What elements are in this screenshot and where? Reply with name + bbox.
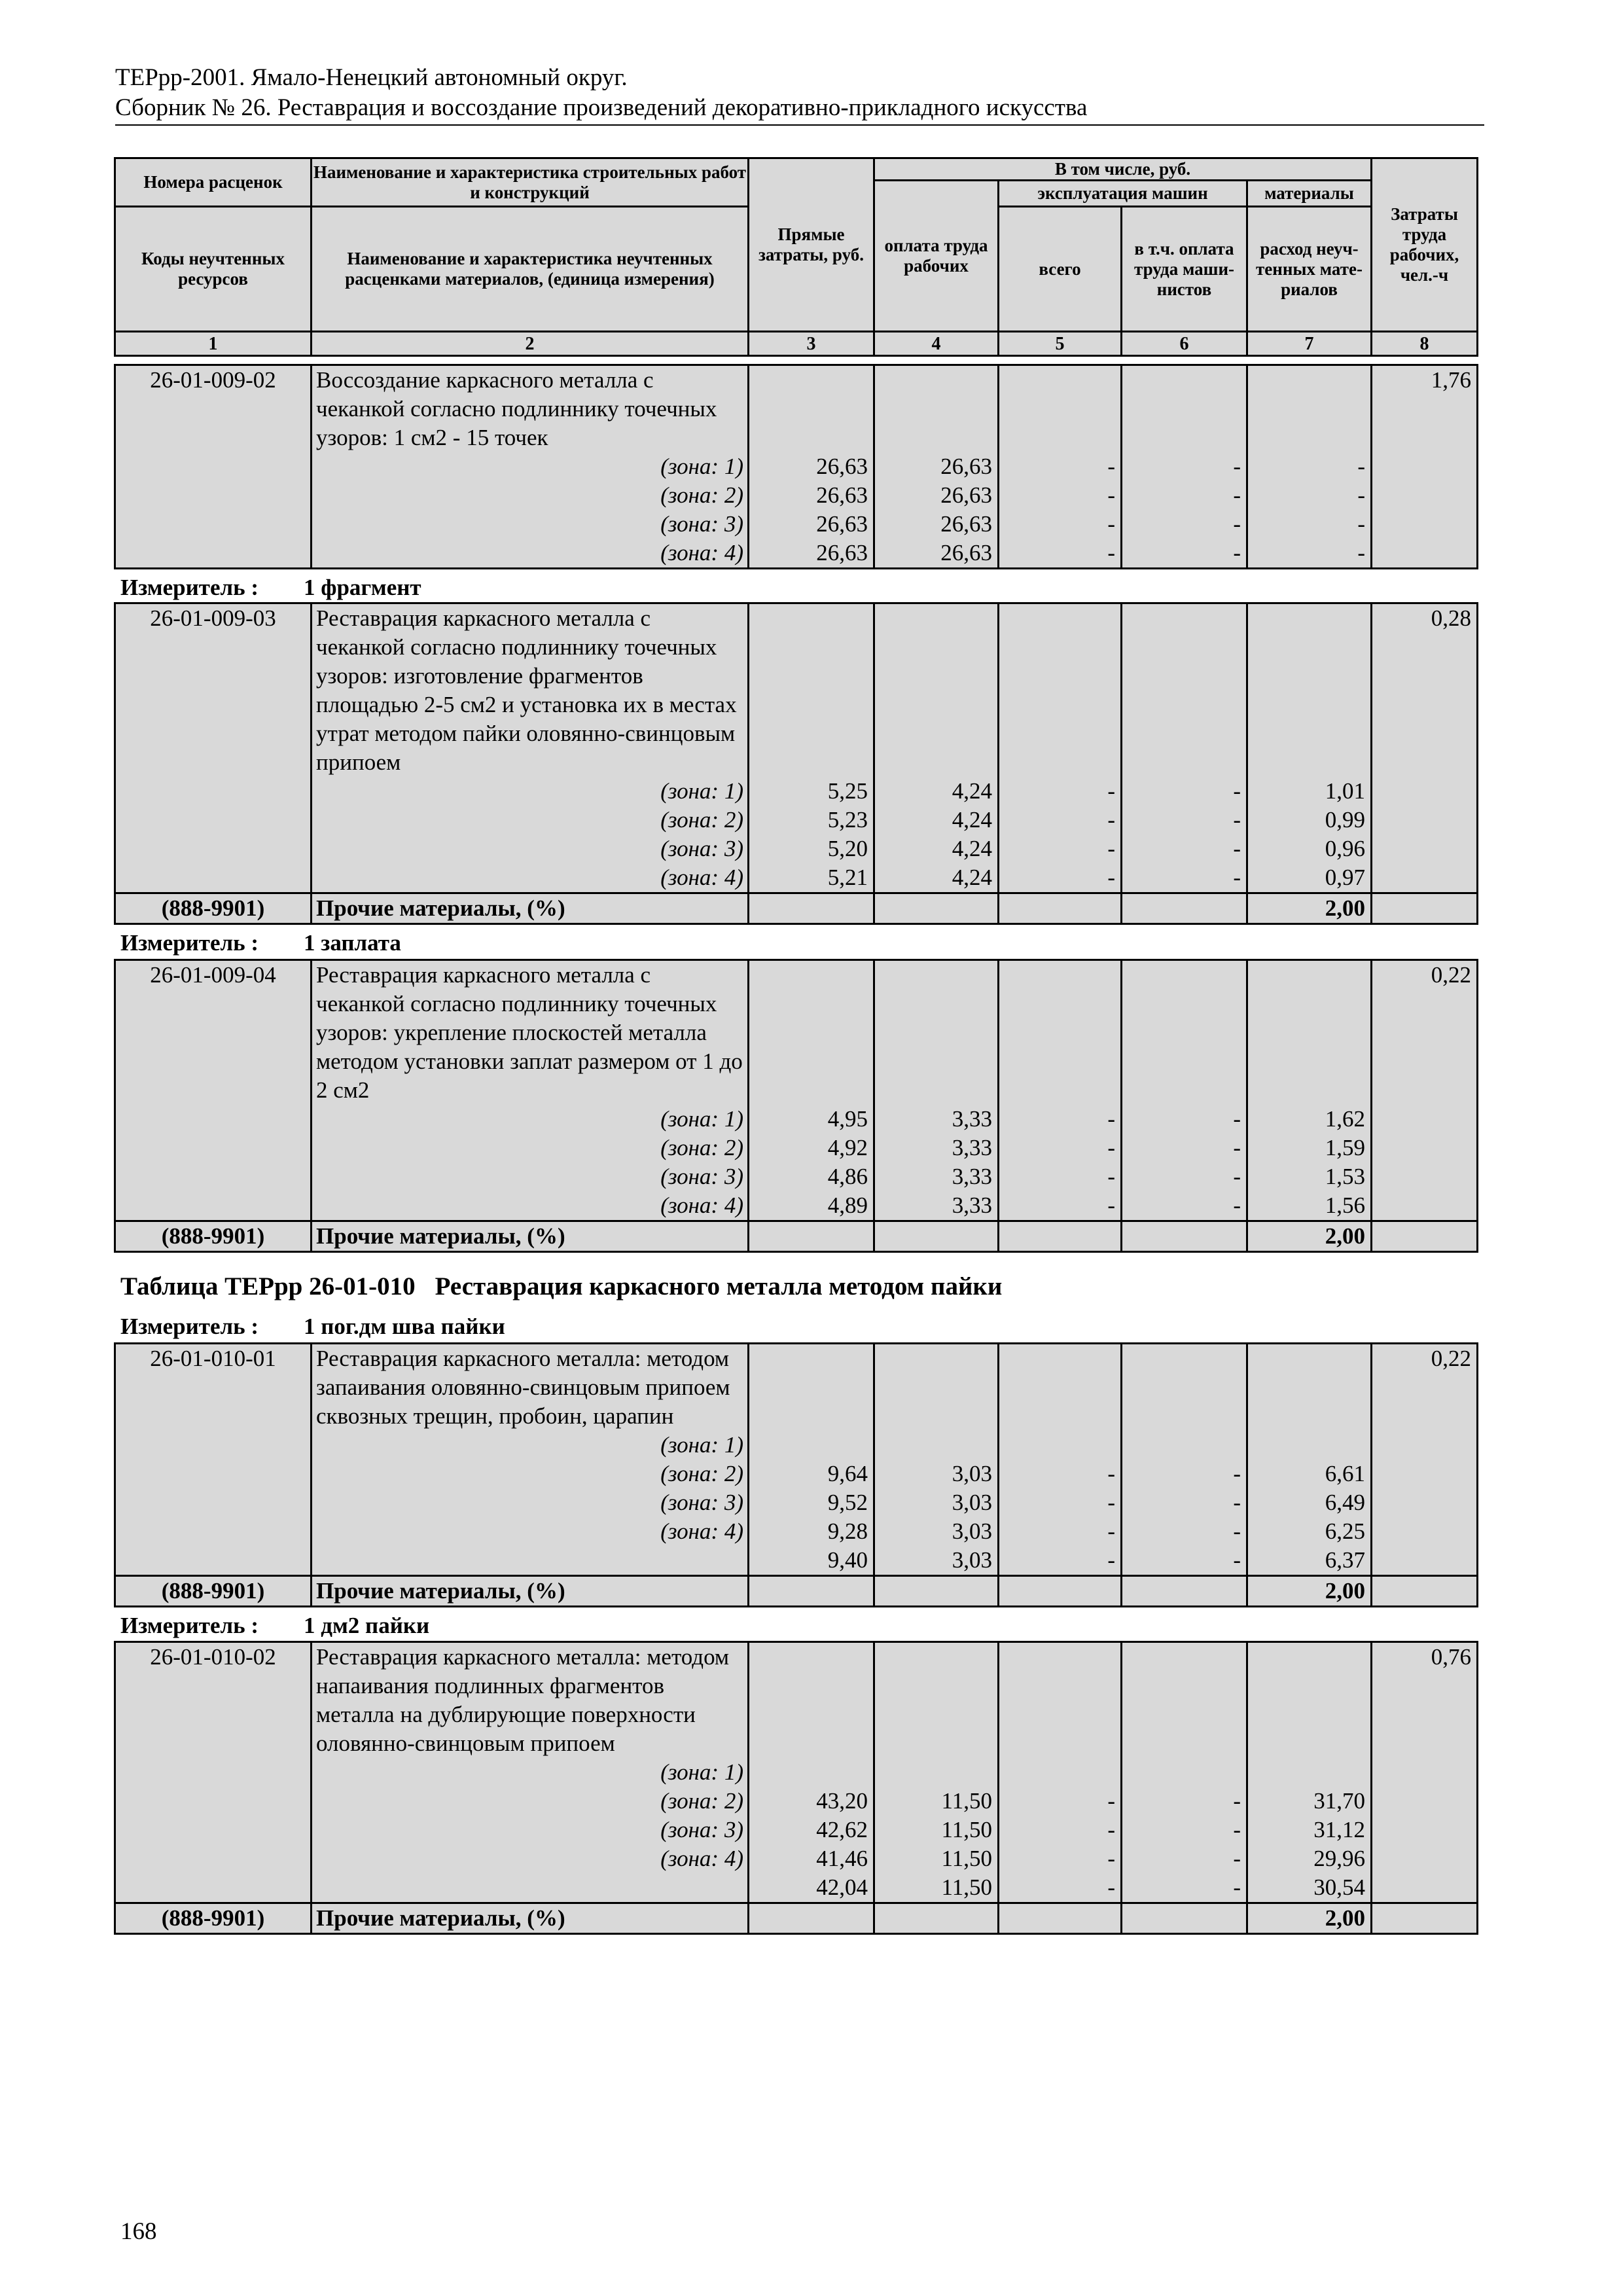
materials-header: материалы xyxy=(1247,181,1372,207)
rate-block xyxy=(114,602,1478,925)
value: 11,50 xyxy=(941,1874,992,1900)
value: - xyxy=(1107,1788,1115,1814)
measure-label: Измеритель : xyxy=(120,1314,259,1339)
value: - xyxy=(1233,778,1241,804)
resource-code: (888-9901) xyxy=(115,1576,312,1607)
value: 0,96 xyxy=(1325,836,1365,861)
rate-description-cell xyxy=(312,1642,749,1903)
value: - xyxy=(1233,482,1241,508)
rate-description: Реставрация каркасного металла с чеканкой согласно подлиннику точечных узоров: укрепление плоскостей металла методом установки заплат размером от 1 до 2 см2 xyxy=(316,962,743,1103)
materials-cell xyxy=(1247,960,1372,1221)
resource-name: Прочие материалы, (%) xyxy=(312,893,749,924)
measure-label: Измеритель : xyxy=(120,930,259,956)
value: 6,49 xyxy=(1325,1490,1365,1515)
resource-code: (888-9901) xyxy=(115,893,312,924)
value: 4,95 xyxy=(827,1106,868,1132)
direct-costs-header: Прямые затраты, руб. xyxy=(749,158,874,332)
value: 3,03 xyxy=(952,1547,992,1573)
materials-cell xyxy=(1247,1642,1372,1903)
col-number: 5 xyxy=(999,332,1122,356)
value: 9,40 xyxy=(827,1547,868,1573)
value: - xyxy=(1357,540,1365,565)
machines-cell xyxy=(999,1344,1122,1576)
zone-label: (зона: 1) xyxy=(660,1759,743,1785)
value: - xyxy=(1107,1164,1115,1189)
machinist-pay-cell xyxy=(1122,1642,1247,1903)
rate-code: 26-01-009-02 xyxy=(115,365,312,569)
resource-value: 2,00 xyxy=(1247,1903,1372,1934)
measure-row xyxy=(120,1314,505,1340)
value: 26,63 xyxy=(940,454,992,479)
table-title xyxy=(120,1272,1002,1301)
unaccounted-use-header: расход неуч-тенных мате-риалов xyxy=(1247,207,1372,332)
machines-cell xyxy=(999,1642,1122,1903)
zone-label: (зона: 3) xyxy=(660,511,743,537)
header-divider xyxy=(115,124,1484,126)
zone-label: (зона: 2) xyxy=(660,1788,743,1814)
zone-label: (зона: 3) xyxy=(660,1164,743,1189)
rate-code: 26-01-009-03 xyxy=(115,603,312,893)
value: 4,89 xyxy=(827,1193,868,1218)
rate-block xyxy=(114,364,1478,569)
value: - xyxy=(1107,540,1115,565)
value: 26,63 xyxy=(940,511,992,537)
value: 9,52 xyxy=(827,1490,868,1515)
value: - xyxy=(1107,1846,1115,1871)
rate-description-cell xyxy=(312,603,749,893)
rate-block xyxy=(114,1342,1478,1607)
value: 1,59 xyxy=(1325,1135,1365,1160)
machines-cell xyxy=(999,960,1122,1221)
rate-description: Реставрация каркасного металла: методом запаивания оловянно-свинцовым припоем сквозных трещин, пробоин, царапин xyxy=(316,1346,730,1429)
value: - xyxy=(1357,454,1365,479)
measure-row xyxy=(120,1613,429,1639)
machinist-pay-cell xyxy=(1122,365,1247,569)
machinist-pay-cell xyxy=(1122,603,1247,893)
value: - xyxy=(1357,511,1365,537)
measure-value: 1 пог.дм шва пайки xyxy=(304,1314,505,1339)
measure-value: 1 дм2 пайки xyxy=(304,1613,430,1638)
value: 11,50 xyxy=(941,1846,992,1871)
value: - xyxy=(1107,511,1115,537)
value: 26,63 xyxy=(816,540,868,565)
incl-header: В том числе, руб. xyxy=(874,158,1372,181)
value: 26,63 xyxy=(940,540,992,565)
machines-total-header: всего xyxy=(999,207,1122,332)
labor-hours: 0,22 xyxy=(1372,1344,1478,1576)
value: 3,33 xyxy=(952,1193,992,1218)
table-title-text: Реставрация каркасного металла методом пайки xyxy=(435,1272,1003,1300)
rate-description: Воссоздание каркасного металла с чеканкой согласно подлиннику точечных узоров: 1 см2 - 15 точек xyxy=(316,367,717,450)
col-number: 3 xyxy=(749,332,874,356)
zone-label: (зона: 1) xyxy=(660,778,743,804)
value: - xyxy=(1107,836,1115,861)
value: 9,64 xyxy=(827,1461,868,1486)
value: 3,33 xyxy=(952,1164,992,1189)
value: - xyxy=(1233,1518,1241,1544)
labor-pay-cell xyxy=(874,1642,999,1903)
value: - xyxy=(1233,865,1241,890)
rate-numbers-header: Номера расценок xyxy=(115,158,312,207)
value: 31,12 xyxy=(1313,1817,1365,1842)
col-number: 7 xyxy=(1247,332,1372,356)
value: - xyxy=(1233,1135,1241,1160)
value: 5,21 xyxy=(827,865,868,890)
value: - xyxy=(1233,1193,1241,1218)
direct-costs-cell xyxy=(749,1344,874,1576)
value: - xyxy=(1233,1164,1241,1189)
machines-cell xyxy=(999,365,1122,569)
rate-description-cell xyxy=(312,365,749,569)
measure-row xyxy=(120,930,401,956)
resource-name: Прочие материалы, (%) xyxy=(312,1576,749,1607)
value: - xyxy=(1233,1461,1241,1486)
col-number: 1 xyxy=(115,332,312,356)
value: - xyxy=(1233,1547,1241,1573)
rate-description: Реставрация каркасного металла: методом напаивания подлинных фрагментов металла на дублирующие поверхности оловянно-свинцовым припоем xyxy=(316,1644,730,1756)
zone-label: (зона: 2) xyxy=(660,1461,743,1486)
doc-header-line1: ТЕРрр-2001. Ямало-Ненецкий автономный округ. xyxy=(115,64,628,91)
value: 29,96 xyxy=(1313,1846,1365,1871)
labor-hours: 0,22 xyxy=(1372,960,1478,1221)
value: - xyxy=(1233,836,1241,861)
col-number: 4 xyxy=(874,332,999,356)
value: - xyxy=(1233,454,1241,479)
rate-code: 26-01-009-04 xyxy=(115,960,312,1221)
machinist-pay-cell xyxy=(1122,1344,1247,1576)
value: 42,04 xyxy=(816,1874,868,1900)
labor-pay-header: оплата труда рабочих xyxy=(874,181,999,332)
measure-row xyxy=(120,575,421,601)
value: 1,62 xyxy=(1325,1106,1365,1132)
zone-label: (зона: 4) xyxy=(660,1518,743,1544)
value: - xyxy=(1107,454,1115,479)
value: - xyxy=(1233,1106,1241,1132)
value: 4,24 xyxy=(952,807,992,833)
value: - xyxy=(1107,1874,1115,1900)
page-number: 168 xyxy=(120,2218,157,2245)
zone-label: (зона: 3) xyxy=(660,836,743,861)
value: - xyxy=(1107,1135,1115,1160)
machinist-pay-cell xyxy=(1122,960,1247,1221)
col-number: 6 xyxy=(1122,332,1247,356)
measure-label: Измеритель : xyxy=(120,1613,259,1638)
value: 3,33 xyxy=(952,1135,992,1160)
machine-ops-header: эксплуатация машин xyxy=(999,181,1247,207)
materials-cell xyxy=(1247,365,1372,569)
value: - xyxy=(1233,1788,1241,1814)
zone-label: (зона: 2) xyxy=(660,482,743,508)
machinist-pay-header: в т.ч. оплата труда маши-нистов xyxy=(1122,207,1247,332)
value: 5,20 xyxy=(827,836,868,861)
value: 26,63 xyxy=(940,482,992,508)
resource-code: (888-9901) xyxy=(115,1903,312,1934)
machines-cell xyxy=(999,603,1122,893)
value: - xyxy=(1107,807,1115,833)
labor-pay-cell xyxy=(874,1344,999,1576)
value: - xyxy=(1233,511,1241,537)
value: 5,25 xyxy=(827,778,868,804)
col-number: 2 xyxy=(312,332,749,356)
rate-description-cell xyxy=(312,1344,749,1576)
zone-label: (зона: 4) xyxy=(660,1193,743,1218)
resource-codes-header: Коды неучтенных ресурсов xyxy=(115,207,312,332)
resource-name: Прочие материалы, (%) xyxy=(312,1221,749,1252)
zone-label: (зона: 4) xyxy=(660,1846,743,1871)
resource-value: 2,00 xyxy=(1247,1576,1372,1607)
value: 4,24 xyxy=(952,836,992,861)
value: 0,97 xyxy=(1325,865,1365,890)
value: 11,50 xyxy=(941,1788,992,1814)
value: 4,86 xyxy=(827,1164,868,1189)
value: - xyxy=(1107,1461,1115,1486)
rate-block xyxy=(114,1641,1478,1935)
value: - xyxy=(1233,1874,1241,1900)
labor-pay-cell xyxy=(874,603,999,893)
rate-block xyxy=(114,959,1478,1253)
value: 5,23 xyxy=(827,807,868,833)
materials-cell xyxy=(1247,603,1372,893)
direct-costs-cell xyxy=(749,365,874,569)
rate-code: 26-01-010-02 xyxy=(115,1642,312,1903)
labor-pay-cell xyxy=(874,960,999,1221)
col-number: 8 xyxy=(1372,332,1478,356)
value: 3,03 xyxy=(952,1490,992,1515)
value: - xyxy=(1107,1547,1115,1573)
value: 3,03 xyxy=(952,1518,992,1544)
measure-value: 1 фрагмент xyxy=(304,575,421,600)
value: - xyxy=(1233,1846,1241,1871)
value: 30,54 xyxy=(1313,1874,1365,1900)
direct-costs-cell xyxy=(749,603,874,893)
value: - xyxy=(1107,1106,1115,1132)
labor-costs-header: Затраты труда рабочих, чел.-ч xyxy=(1372,158,1478,332)
value: 4,24 xyxy=(952,778,992,804)
direct-costs-cell xyxy=(749,960,874,1221)
value: 1,56 xyxy=(1325,1193,1365,1218)
value: - xyxy=(1107,778,1115,804)
zone-label: (зона: 1) xyxy=(660,454,743,479)
value: - xyxy=(1357,482,1365,508)
value: 4,24 xyxy=(952,865,992,890)
value: 1,01 xyxy=(1325,778,1365,804)
value: 31,70 xyxy=(1313,1788,1365,1814)
zone-label: (зона: 3) xyxy=(660,1817,743,1842)
value: - xyxy=(1233,807,1241,833)
doc-header-line2: Сборник № 26. Реставрация и воссоздание произведений декоративно-прикладного искусства xyxy=(115,94,1088,121)
labor-hours: 0,76 xyxy=(1372,1642,1478,1903)
table-title-code: Таблица ТЕРрр 26-01-010 xyxy=(120,1272,416,1300)
value: 1,53 xyxy=(1325,1164,1365,1189)
value: 3,33 xyxy=(952,1106,992,1132)
resource-name: Прочие материалы, (%) xyxy=(312,1903,749,1934)
measure-value: 1 заплата xyxy=(304,930,401,956)
resource-value: 2,00 xyxy=(1247,893,1372,924)
value: 41,46 xyxy=(816,1846,868,1871)
value: 6,37 xyxy=(1325,1547,1365,1573)
zone-label: (зона: 2) xyxy=(660,1135,743,1160)
zone-label: (зона: 1) xyxy=(660,1106,743,1132)
value: 26,63 xyxy=(816,511,868,537)
material-name-header: Наименование и характеристика неучтенных расценками материалов, (единица измерения) xyxy=(312,207,749,332)
labor-hours: 0,28 xyxy=(1372,603,1478,893)
value: 26,63 xyxy=(816,454,868,479)
value: 42,62 xyxy=(816,1817,868,1842)
zone-label: (зона: 1) xyxy=(660,1432,743,1458)
value: 0,99 xyxy=(1325,807,1365,833)
resource-value: 2,00 xyxy=(1247,1221,1372,1252)
value: - xyxy=(1107,1817,1115,1842)
value: 4,92 xyxy=(827,1135,868,1160)
value: - xyxy=(1233,1817,1241,1842)
zone-label: (зона: 3) xyxy=(660,1490,743,1515)
value: 6,25 xyxy=(1325,1518,1365,1544)
value: - xyxy=(1107,1193,1115,1218)
value: 43,20 xyxy=(816,1788,868,1814)
rate-code: 26-01-010-01 xyxy=(115,1344,312,1576)
rates-table-header xyxy=(114,157,1478,357)
value: 6,61 xyxy=(1325,1461,1365,1486)
work-name-header: Наименование и характеристика строительных работ и конструкций xyxy=(312,158,749,207)
direct-costs-cell xyxy=(749,1642,874,1903)
value: - xyxy=(1107,482,1115,508)
zone-label: (зона: 2) xyxy=(660,807,743,833)
value: - xyxy=(1107,865,1115,890)
rate-description: Реставрация каркасного металла с чеканкой согласно подлиннику точечных узоров: изготовление фрагментов площадью 2-5 см2 и установка их в местах утрат методом пайки оловянно-свинцовым припоем xyxy=(316,605,737,775)
value: - xyxy=(1107,1518,1115,1544)
rate-description-cell xyxy=(312,960,749,1221)
value: 11,50 xyxy=(941,1817,992,1842)
zone-label: (зона: 4) xyxy=(660,865,743,890)
zone-label: (зона: 4) xyxy=(660,540,743,565)
value: - xyxy=(1233,540,1241,565)
measure-label: Измеритель : xyxy=(120,575,259,600)
labor-hours: 1,76 xyxy=(1372,365,1478,569)
labor-pay-cell xyxy=(874,365,999,569)
value: - xyxy=(1107,1490,1115,1515)
value: 26,63 xyxy=(816,482,868,508)
resource-code: (888-9901) xyxy=(115,1221,312,1252)
materials-cell xyxy=(1247,1344,1372,1576)
value: 3,03 xyxy=(952,1461,992,1486)
value: - xyxy=(1233,1490,1241,1515)
value: 9,28 xyxy=(827,1518,868,1544)
